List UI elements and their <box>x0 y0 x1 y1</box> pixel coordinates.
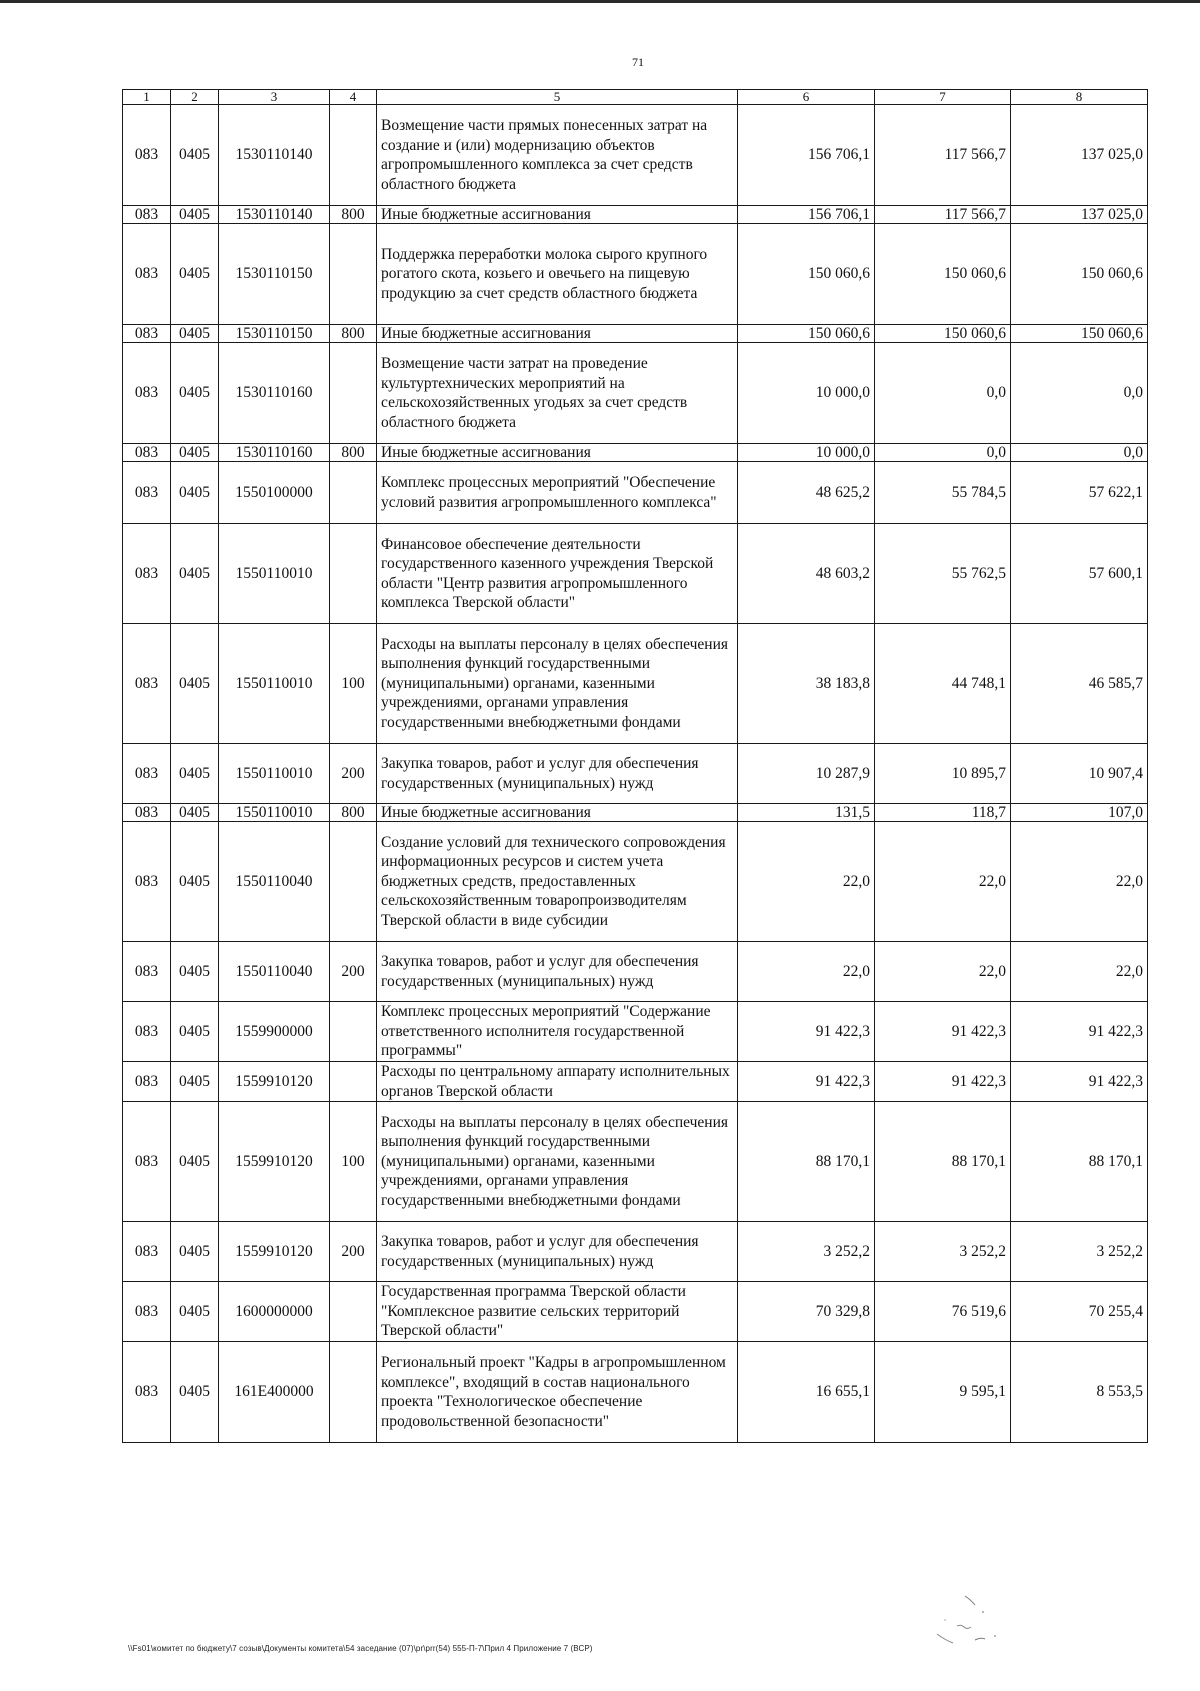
column-header: 2 <box>171 90 219 105</box>
cell-section-code: 0405 <box>171 1222 219 1282</box>
cell-target-article: 1550110010 <box>219 744 330 804</box>
cell-section-code: 0405 <box>171 462 219 524</box>
cell-section-code: 0405 <box>171 206 219 224</box>
cell-section-code: 0405 <box>171 822 219 942</box>
cell-amount-7: 91 422,3 <box>875 1062 1011 1102</box>
cell-expense-type <box>330 1002 377 1062</box>
cell-amount-8: 137 025,0 <box>1011 206 1148 224</box>
cell-section-code: 0405 <box>171 1062 219 1102</box>
column-header: 7 <box>875 90 1011 105</box>
cell-chapter-code: 083 <box>123 524 171 624</box>
cell-section-code: 0405 <box>171 343 219 444</box>
scan-top-edge <box>0 0 1200 3</box>
cell-amount-7: 117 566,7 <box>875 105 1011 206</box>
table-row <box>123 1342 1148 1443</box>
table-row <box>123 624 1148 744</box>
cell-expense-type <box>330 462 377 524</box>
cell-section-code: 0405 <box>171 325 219 343</box>
cell-amount-6: 10 000,0 <box>738 343 875 444</box>
cell-amount-8: 88 170,1 <box>1011 1102 1148 1222</box>
cell-description: Возмещение части затрат на проведение культуртехнических мероприятий на сельскохозяйственных угодьях за счет средств областного бюджета <box>377 343 738 444</box>
cell-chapter-code: 083 <box>123 1222 171 1282</box>
cell-description: Финансовое обеспечение деятельности государственного казенного учреждения Тверской области "Центр развития агропромышленного комплекса Тверской области" <box>377 524 738 624</box>
cell-expense-type: 100 <box>330 1102 377 1222</box>
table-row <box>123 325 1148 343</box>
cell-amount-8: 57 622,1 <box>1011 462 1148 524</box>
cell-expense-type: 800 <box>330 325 377 343</box>
cell-expense-type: 200 <box>330 1222 377 1282</box>
cell-chapter-code: 083 <box>123 224 171 325</box>
cell-amount-8: 150 060,6 <box>1011 224 1148 325</box>
page-number: 71 <box>632 55 644 69</box>
cell-amount-7: 55 762,5 <box>875 524 1011 624</box>
table-row <box>123 942 1148 1002</box>
cell-amount-6: 10 000,0 <box>738 444 875 462</box>
cell-description: Закупка товаров, работ и услуг для обеспечения государственных (муниципальных) нужд <box>377 744 738 804</box>
cell-target-article: 1550110010 <box>219 624 330 744</box>
cell-target-article: 1550110010 <box>219 804 330 822</box>
cell-amount-8: 107,0 <box>1011 804 1148 822</box>
cell-chapter-code: 083 <box>123 325 171 343</box>
cell-amount-6: 88 170,1 <box>738 1102 875 1222</box>
cell-amount-7: 22,0 <box>875 942 1011 1002</box>
cell-amount-7: 10 895,7 <box>875 744 1011 804</box>
cell-amount-8: 57 600,1 <box>1011 524 1148 624</box>
cell-chapter-code: 083 <box>123 343 171 444</box>
cell-amount-8: 0,0 <box>1011 444 1148 462</box>
cell-expense-type <box>330 224 377 325</box>
cell-section-code: 0405 <box>171 224 219 325</box>
table-row <box>123 822 1148 942</box>
column-number-row <box>123 90 1148 105</box>
cell-target-article: 1530110160 <box>219 343 330 444</box>
cell-amount-7: 76 519,6 <box>875 1282 1011 1342</box>
cell-amount-7: 118,7 <box>875 804 1011 822</box>
cell-amount-6: 10 287,9 <box>738 744 875 804</box>
cell-amount-8: 0,0 <box>1011 343 1148 444</box>
cell-chapter-code: 083 <box>123 744 171 804</box>
cell-amount-6: 156 706,1 <box>738 206 875 224</box>
cell-description: Поддержка переработки молока сырого крупного рогатого скота, козьего и овечьего на пищевую продукцию за счет средств областного бюджета <box>377 224 738 325</box>
cell-amount-6: 156 706,1 <box>738 105 875 206</box>
cell-description: Закупка товаров, работ и услуг для обеспечения государственных (муниципальных) нужд <box>377 1222 738 1282</box>
column-header: 8 <box>1011 90 1148 105</box>
cell-amount-7: 44 748,1 <box>875 624 1011 744</box>
cell-chapter-code: 083 <box>123 804 171 822</box>
cell-chapter-code: 083 <box>123 1342 171 1443</box>
cell-chapter-code: 083 <box>123 942 171 1002</box>
cell-amount-6: 48 603,2 <box>738 524 875 624</box>
cell-chapter-code: 083 <box>123 462 171 524</box>
column-header: 4 <box>330 90 377 105</box>
cell-amount-6: 150 060,6 <box>738 224 875 325</box>
cell-description: Создание условий для технического сопровождения информационных ресурсов и систем учета бюджетных средств, предоставленных сельскохозяйственным товаропроизводителям Тверской области в виде субсидии <box>377 822 738 942</box>
table-row <box>123 804 1148 822</box>
cell-expense-type <box>330 1342 377 1443</box>
cell-amount-7: 91 422,3 <box>875 1002 1011 1062</box>
cell-amount-8: 3 252,2 <box>1011 1222 1148 1282</box>
cell-section-code: 0405 <box>171 1002 219 1062</box>
cell-amount-7: 22,0 <box>875 822 1011 942</box>
cell-amount-6: 91 422,3 <box>738 1002 875 1062</box>
cell-description: Государственная программа Тверской области "Комплексное развитие сельских территорий Тверской области" <box>377 1282 738 1342</box>
cell-target-article: 1559900000 <box>219 1002 330 1062</box>
cell-amount-7: 55 784,5 <box>875 462 1011 524</box>
column-header: 3 <box>219 90 330 105</box>
column-header: 5 <box>377 90 738 105</box>
cell-expense-type <box>330 343 377 444</box>
cell-chapter-code: 083 <box>123 444 171 462</box>
file-path-footer: \\Fs01\комитет по бюджету\7 созыв\Документы комитета\54 заседание (07)\pr\prr(54) 555-П-7\Прил 4 Приложение 7 (ВСР) <box>128 1644 593 1653</box>
cell-chapter-code: 083 <box>123 105 171 206</box>
cell-section-code: 0405 <box>171 624 219 744</box>
cell-amount-8: 91 422,3 <box>1011 1002 1148 1062</box>
cell-expense-type: 800 <box>330 804 377 822</box>
cell-amount-8: 46 585,7 <box>1011 624 1148 744</box>
table-row <box>123 744 1148 804</box>
cell-description: Расходы на выплаты персоналу в целях обеспечения выполнения функций государственными (муниципальными) органами, казенными учреждениями, органами управления государственными внебюджетными фондами <box>377 624 738 744</box>
cell-description: Иные бюджетные ассигнования <box>377 444 738 462</box>
cell-expense-type <box>330 822 377 942</box>
cell-amount-8: 137 025,0 <box>1011 105 1148 206</box>
cell-target-article: 1550110040 <box>219 822 330 942</box>
cell-amount-6: 22,0 <box>738 942 875 1002</box>
cell-expense-type <box>330 524 377 624</box>
cell-amount-7: 150 060,6 <box>875 325 1011 343</box>
cell-section-code: 0405 <box>171 804 219 822</box>
cell-target-article: 1550100000 <box>219 462 330 524</box>
cell-amount-6: 131,5 <box>738 804 875 822</box>
cell-amount-7: 88 170,1 <box>875 1102 1011 1222</box>
column-header: 1 <box>123 90 171 105</box>
cell-amount-6: 38 183,8 <box>738 624 875 744</box>
cell-target-article: 1530110140 <box>219 206 330 224</box>
cell-amount-6: 48 625,2 <box>738 462 875 524</box>
cell-target-article: 1559910120 <box>219 1102 330 1222</box>
table-row <box>123 524 1148 624</box>
table-row <box>123 343 1148 444</box>
cell-description: Расходы на выплаты персоналу в целях обеспечения выполнения функций государственными (муниципальными) органами, казенными учреждениями, органами управления государственными внебюджетными фондами <box>377 1102 738 1222</box>
cell-amount-8: 10 907,4 <box>1011 744 1148 804</box>
cell-section-code: 0405 <box>171 524 219 624</box>
table-row <box>123 1102 1148 1222</box>
cell-target-article: 1559910120 <box>219 1222 330 1282</box>
cell-amount-6: 3 252,2 <box>738 1222 875 1282</box>
budget-table-body <box>123 105 1148 1443</box>
cell-target-article: 1530110160 <box>219 444 330 462</box>
cell-chapter-code: 083 <box>123 206 171 224</box>
cell-description: Иные бюджетные ассигнования <box>377 325 738 343</box>
cell-section-code: 0405 <box>171 105 219 206</box>
table-row <box>123 1222 1148 1282</box>
table-row <box>123 444 1148 462</box>
cell-description: Расходы по центральному аппарату исполнительных органов Тверской области <box>377 1062 738 1102</box>
cell-amount-7: 3 252,2 <box>875 1222 1011 1282</box>
cell-target-article: 1550110010 <box>219 524 330 624</box>
cell-description: Иные бюджетные ассигнования <box>377 206 738 224</box>
cell-target-article: 1530110150 <box>219 224 330 325</box>
cell-section-code: 0405 <box>171 1102 219 1222</box>
cell-amount-7: 0,0 <box>875 343 1011 444</box>
cell-amount-6: 22,0 <box>738 822 875 942</box>
cell-expense-type: 800 <box>330 444 377 462</box>
table-row <box>123 462 1148 524</box>
cell-amount-6: 16 655,1 <box>738 1342 875 1443</box>
column-header: 6 <box>738 90 875 105</box>
cell-target-article: 161E400000 <box>219 1342 330 1443</box>
cell-chapter-code: 083 <box>123 1102 171 1222</box>
cell-amount-8: 22,0 <box>1011 822 1148 942</box>
cell-amount-8: 8 553,5 <box>1011 1342 1148 1443</box>
cell-target-article: 1559910120 <box>219 1062 330 1102</box>
cell-section-code: 0405 <box>171 444 219 462</box>
cell-expense-type: 200 <box>330 942 377 1002</box>
budget-table <box>122 89 1148 1443</box>
handwritten-marks-icon <box>935 1590 1015 1660</box>
cell-amount-8: 22,0 <box>1011 942 1148 1002</box>
cell-amount-7: 0,0 <box>875 444 1011 462</box>
cell-target-article: 1550110040 <box>219 942 330 1002</box>
table-row <box>123 1282 1148 1342</box>
cell-chapter-code: 083 <box>123 1002 171 1062</box>
cell-chapter-code: 083 <box>123 1062 171 1102</box>
cell-description: Комплекс процессных мероприятий "Обеспечение условий развития агропромышленного комплекса" <box>377 462 738 524</box>
cell-target-article: 1530110140 <box>219 105 330 206</box>
table-row <box>123 224 1148 325</box>
cell-expense-type: 200 <box>330 744 377 804</box>
cell-amount-6: 70 329,8 <box>738 1282 875 1342</box>
cell-amount-8: 91 422,3 <box>1011 1062 1148 1102</box>
cell-chapter-code: 083 <box>123 624 171 744</box>
cell-amount-7: 150 060,6 <box>875 224 1011 325</box>
cell-amount-7: 9 595,1 <box>875 1342 1011 1443</box>
cell-chapter-code: 083 <box>123 1282 171 1342</box>
cell-amount-6: 150 060,6 <box>738 325 875 343</box>
cell-description: Иные бюджетные ассигнования <box>377 804 738 822</box>
cell-expense-type <box>330 105 377 206</box>
cell-expense-type <box>330 1282 377 1342</box>
cell-expense-type: 100 <box>330 624 377 744</box>
cell-section-code: 0405 <box>171 744 219 804</box>
cell-section-code: 0405 <box>171 1342 219 1443</box>
table-row <box>123 105 1148 206</box>
cell-description: Возмещение части прямых понесенных затрат на создание и (или) модернизацию объектов агропромышленного комплекса за счет средств областного бюджета <box>377 105 738 206</box>
cell-amount-8: 70 255,4 <box>1011 1282 1148 1342</box>
cell-description: Комплекс процессных мероприятий "Содержание ответственного исполнителя государственной программы" <box>377 1002 738 1062</box>
cell-section-code: 0405 <box>171 942 219 1002</box>
cell-description: Региональный проект "Кадры в агропромышленном комплексе", входящий в состав национального проекта "Технологическое обеспечение продовольственной безопасности" <box>377 1342 738 1443</box>
cell-target-article: 1600000000 <box>219 1282 330 1342</box>
table-row <box>123 1062 1148 1102</box>
cell-description: Закупка товаров, работ и услуг для обеспечения государственных (муниципальных) нужд <box>377 942 738 1002</box>
cell-chapter-code: 083 <box>123 822 171 942</box>
cell-amount-7: 117 566,7 <box>875 206 1011 224</box>
cell-expense-type <box>330 1062 377 1102</box>
table-row <box>123 206 1148 224</box>
cell-amount-8: 150 060,6 <box>1011 325 1148 343</box>
cell-expense-type: 800 <box>330 206 377 224</box>
cell-amount-6: 91 422,3 <box>738 1062 875 1102</box>
cell-target-article: 1530110150 <box>219 325 330 343</box>
cell-section-code: 0405 <box>171 1282 219 1342</box>
table-row <box>123 1002 1148 1062</box>
